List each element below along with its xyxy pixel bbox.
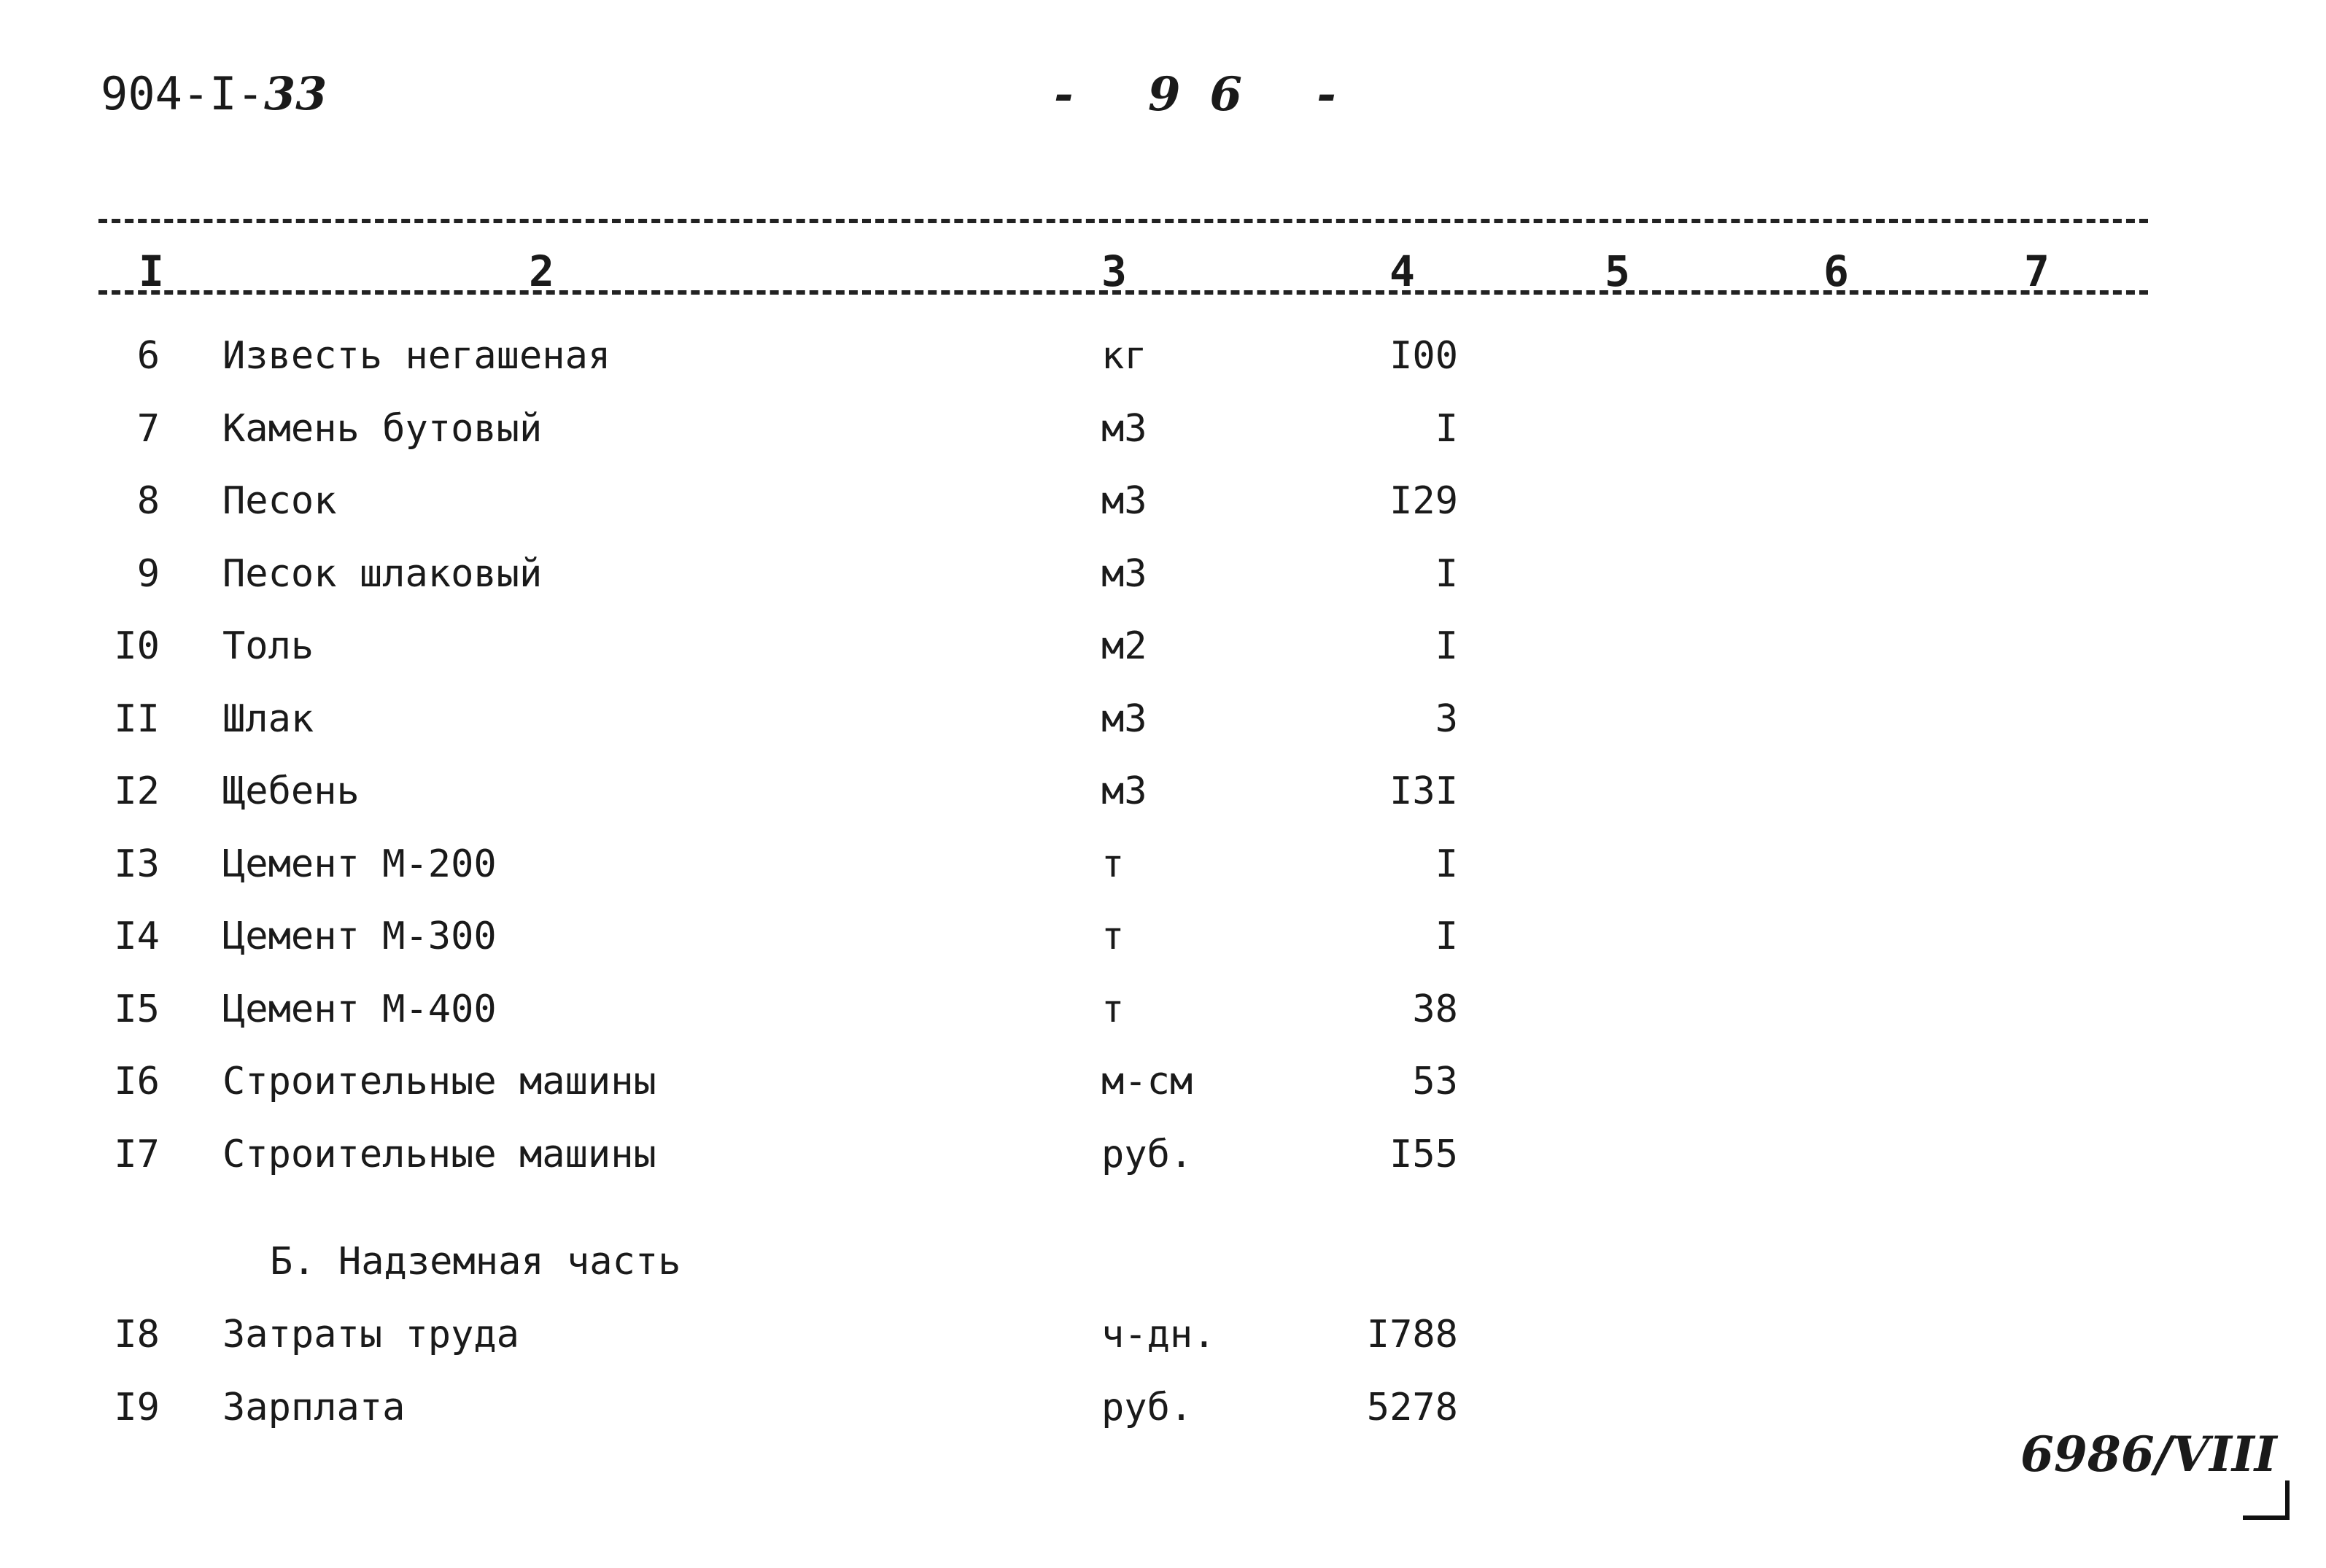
row-quantity: 38 <box>1412 987 1458 1031</box>
document-code <box>101 67 327 120</box>
row-number: II <box>114 696 160 741</box>
document-code-prefix: 904-I- <box>101 67 264 120</box>
row-name: Известь негашеная <box>222 334 611 378</box>
row-number: I4 <box>114 915 160 958</box>
table-row <box>0 1386 2326 1451</box>
table-row <box>0 624 2326 690</box>
row-name: Строительные машины <box>222 1060 656 1103</box>
row-quantity: I <box>1435 624 1458 668</box>
row-number: I6 <box>114 1060 160 1103</box>
column-header-3: 3 <box>1101 247 1127 296</box>
handwritten-archive-number: 6986/VIII <box>2020 1426 2277 1483</box>
row-unit: кг <box>1101 334 1147 378</box>
corner-mark <box>2243 1480 2290 1520</box>
page-number: - 96 - <box>1054 67 1365 122</box>
row-quantity: I788 <box>1366 1313 1458 1357</box>
row-quantity: 5278 <box>1366 1386 1458 1429</box>
table-row <box>0 1313 2326 1378</box>
row-name: Шлак <box>222 696 314 741</box>
row-unit: т <box>1101 987 1125 1031</box>
row-quantity: I <box>1435 406 1458 451</box>
row-quantity: I00 <box>1389 334 1458 378</box>
row-name: Толь <box>222 624 314 668</box>
table-row <box>0 407 2326 473</box>
row-unit: м3 <box>1101 551 1147 596</box>
row-number: I0 <box>114 624 160 668</box>
row-unit: руб. <box>1101 1132 1193 1176</box>
row-name: Камень бутовый <box>222 406 543 451</box>
table-top-rule <box>98 219 2148 223</box>
row-quantity: I55 <box>1389 1132 1458 1176</box>
row-unit: м3 <box>1101 406 1147 451</box>
row-number: I2 <box>114 769 160 813</box>
row-unit: ч-дн. <box>1101 1313 1216 1357</box>
row-unit: м3 <box>1101 696 1147 741</box>
row-name: Строительные машины <box>222 1132 656 1176</box>
column-header-6: 6 <box>1823 247 1849 296</box>
row-number: 9 <box>136 551 160 596</box>
column-header-2: 2 <box>529 247 554 296</box>
row-number: I5 <box>114 987 160 1031</box>
table-row <box>0 334 2326 400</box>
table-header-rule <box>98 290 2148 295</box>
row-name: Песок шлаковый <box>222 551 543 596</box>
row-quantity: I <box>1435 551 1458 596</box>
row-quantity: 53 <box>1412 1060 1458 1103</box>
row-quantity: I <box>1435 915 1458 958</box>
row-name: Цемент М-300 <box>222 915 497 958</box>
table-row <box>0 552 2326 618</box>
row-name: Песок <box>222 479 337 523</box>
column-header-7: 7 <box>2024 247 2050 296</box>
column-header-5: 5 <box>1605 247 1630 296</box>
row-unit: м-см <box>1101 1060 1193 1103</box>
row-unit: м3 <box>1101 479 1147 523</box>
table-row <box>0 479 2326 545</box>
row-name: Цемент М-400 <box>222 987 497 1031</box>
row-name: Щебень <box>222 769 360 813</box>
row-number: 6 <box>136 334 160 378</box>
row-number: I8 <box>114 1313 160 1357</box>
row-quantity: 3 <box>1435 696 1458 741</box>
column-header-4: 4 <box>1389 247 1415 296</box>
table-row <box>0 842 2326 908</box>
column-header-1: I <box>139 247 164 296</box>
row-unit: т <box>1101 915 1125 958</box>
row-unit: м2 <box>1101 624 1147 668</box>
row-number: I7 <box>114 1132 160 1176</box>
row-number: 7 <box>136 406 160 451</box>
row-name: Зарплата <box>222 1386 406 1429</box>
table-row <box>0 697 2326 763</box>
row-number: I9 <box>114 1386 160 1429</box>
document-code-suffix: 33 <box>263 67 327 120</box>
row-quantity: I <box>1435 842 1458 886</box>
table-row <box>0 915 2326 980</box>
section-title: Б. Надземная часть <box>270 1240 681 1284</box>
row-unit: м3 <box>1101 769 1147 813</box>
row-name: Цемент М-200 <box>222 842 497 886</box>
row-name: Затраты труда <box>222 1313 519 1357</box>
table-row <box>0 987 2326 1053</box>
row-quantity: I29 <box>1389 479 1458 523</box>
row-unit: т <box>1101 842 1125 886</box>
table-row <box>0 769 2326 835</box>
row-number: I3 <box>114 842 160 886</box>
table-row <box>0 1060 2326 1125</box>
table-row <box>0 1133 2326 1198</box>
row-unit: руб. <box>1101 1386 1193 1429</box>
row-quantity: I3I <box>1389 769 1458 813</box>
row-number: 8 <box>136 479 160 523</box>
